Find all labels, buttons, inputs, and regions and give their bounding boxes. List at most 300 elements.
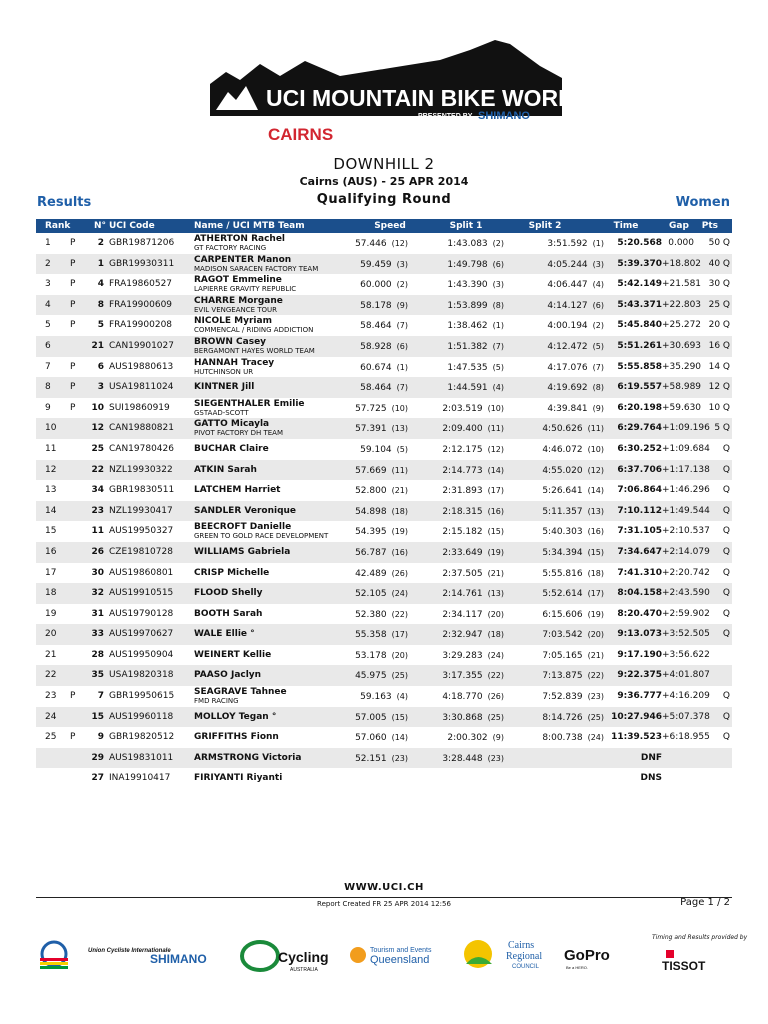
bib-cell: 33: [91, 629, 104, 640]
team-name: PIVOT FACTORY DH TEAM: [194, 429, 284, 438]
rank-cell: 16: [45, 546, 57, 557]
rider-name: SEAGRAVE Tahnee: [194, 687, 287, 698]
speed-cell-value: 52.105: [355, 589, 387, 600]
split2-cell-rank: (22): [587, 671, 604, 681]
split1-cell-value: 2:00.302: [447, 733, 488, 744]
uci-code-cell: SUI19860919: [109, 402, 170, 413]
bib-cell: 23: [91, 505, 104, 516]
speed-cell-rank: (25): [391, 671, 408, 681]
speed-cell-rank: (26): [391, 568, 408, 578]
table-row: [36, 377, 732, 398]
split1-cell-value: 3:28.448: [442, 753, 483, 764]
team-name: BERGAMONT HAYES WORLD TEAM: [194, 346, 315, 355]
split2-cell-value: 4:50.626: [542, 424, 583, 435]
uci-text: Union Cycliste Internationale: [88, 948, 171, 954]
time-cell: 7:41.310: [617, 567, 662, 578]
split2-cell-value: 5:11.357: [542, 506, 583, 517]
logo-presented-by: PRESENTED BY: [418, 113, 473, 120]
split1-cell-rank: (4): [492, 383, 504, 393]
speed-cell-value: 42.489: [355, 568, 387, 579]
split2-cell-value: 7:03.542: [542, 630, 583, 641]
pts-cell: Q: [722, 691, 730, 702]
bib-cell: 12: [91, 423, 104, 434]
time-cell: 11:39.523: [611, 732, 662, 743]
split2-cell-value: 6:15.606: [542, 609, 583, 620]
split2-cell-rank: (4): [592, 280, 604, 290]
logo-cairns: CAIRNS: [268, 125, 334, 144]
table-row: [36, 398, 732, 419]
pts-cell: Q: [722, 485, 730, 496]
split1-cell: [408, 753, 504, 765]
split1-cell: [408, 238, 504, 250]
split2-cell: [504, 259, 604, 271]
speed-cell-value: 58.928: [360, 341, 392, 352]
split2-cell-rank: (23): [587, 692, 604, 702]
split1-cell: [408, 588, 504, 600]
pts-cell: 25 Q: [708, 299, 730, 310]
split1-cell: [408, 300, 504, 312]
bib-cell: 4: [97, 279, 104, 290]
split1-cell-rank: (18): [487, 630, 504, 640]
split1-cell: [408, 526, 504, 538]
split1-cell-rank: (23): [487, 753, 504, 763]
pts-cell: Q: [722, 443, 730, 454]
pts-cell: Q: [722, 505, 730, 516]
speed-cell: [342, 629, 408, 641]
rank-cell: 17: [45, 567, 57, 578]
logo-shimano: SHIMANO: [478, 110, 530, 122]
uci-code-cell: USA19811024: [109, 382, 174, 393]
speed-cell-rank: (24): [391, 589, 408, 599]
header-split1: Split 1: [449, 221, 483, 231]
speed-cell-value: 57.725: [355, 403, 387, 414]
speed-cell: [342, 732, 408, 744]
speed-cell-rank: (16): [391, 547, 408, 557]
uci-code-cell: AUS19960118: [109, 711, 174, 722]
split1-cell: [408, 773, 504, 785]
split1-cell: [408, 732, 504, 744]
speed-cell-rank: (7): [396, 383, 408, 393]
split2-cell-value: 4:14.127: [547, 300, 588, 311]
speed-cell-rank: (21): [391, 486, 408, 496]
gap-cell: +59.630: [662, 402, 702, 413]
rider-name: FLOOD Shelly: [194, 588, 263, 599]
uci-code-cell: CZE19810728: [109, 546, 173, 557]
split1-cell-value: 1:43.083: [447, 239, 488, 249]
split1-cell: [408, 506, 504, 518]
split1-cell: [408, 320, 504, 332]
uci-code-cell: GBR19820512: [109, 732, 175, 743]
speed-cell-rank: (10): [391, 403, 408, 413]
split2-cell: [504, 773, 604, 785]
split2-cell-rank: (3): [592, 259, 604, 269]
speed-cell: [342, 382, 408, 394]
gap-cell: +2:43.590: [662, 588, 710, 599]
rider-name: RAGOT Emmeline: [194, 275, 282, 286]
speed-cell-rank: (23): [391, 753, 408, 763]
table-row: [36, 768, 732, 789]
speed-cell-rank: (11): [391, 465, 408, 475]
rider-name: WILLIAMS Gabriela: [194, 546, 291, 557]
rider-name: KINTNER Jill: [194, 382, 255, 393]
bib-cell: 25: [91, 443, 104, 454]
uci-code-cell: AUS19970627: [109, 629, 174, 640]
uci-code-cell: FRA19900208: [109, 320, 173, 331]
pts-cell: Q: [722, 711, 730, 722]
cycling-australia-logo: [242, 942, 329, 973]
split2-cell-rank: (10): [587, 444, 604, 454]
pts-cell: Q: [722, 567, 730, 578]
rank-cell: 24: [45, 711, 57, 722]
table-row: [36, 357, 732, 378]
split1-cell-rank: (11): [487, 424, 504, 434]
rider-name: PAASO Jaclyn: [194, 670, 262, 681]
speed-cell: [342, 320, 408, 332]
uci-code-cell: NZL19930322: [109, 464, 173, 475]
speed-cell: [342, 609, 408, 621]
split1-cell-value: 3:30.868: [442, 712, 483, 723]
report-created: Report Created FR 25 APR 2014 12:56: [317, 900, 451, 908]
split2-cell: [504, 485, 604, 497]
split2-cell-rank: (14): [587, 486, 604, 496]
speed-cell-value: 60.000: [360, 280, 392, 291]
split1-cell-rank: (25): [487, 712, 504, 722]
rank-cell: 25: [45, 732, 57, 743]
bib-cell: 5: [97, 320, 104, 331]
gap-cell: +4:16.209: [662, 691, 710, 702]
team-name: COMMENCAL / RIDING ADDICTION: [194, 326, 314, 335]
split2-cell-rank: (15): [587, 547, 604, 557]
split2-cell: [504, 403, 604, 415]
time-cell: 7:31.105: [617, 526, 662, 537]
p-cell: P: [70, 402, 76, 413]
speed-cell: [342, 444, 408, 456]
time-cell: 5:55.858: [617, 361, 662, 372]
split2-cell-rank: (1): [592, 239, 604, 248]
gap-cell: +22.803: [662, 299, 702, 310]
pts-cell: 50 Q: [708, 238, 730, 248]
split1-cell: [408, 485, 504, 497]
speed-cell: [342, 691, 408, 703]
uci-url[interactable]: WWW.UCI.CH: [344, 882, 424, 893]
bib-cell: 3: [97, 382, 104, 393]
speed-cell-value: 58.464: [360, 383, 392, 394]
split1-cell-value: 2:34.117: [442, 609, 483, 620]
split2-cell-rank: (9): [592, 403, 604, 413]
bib-cell: 2: [97, 238, 104, 248]
split1-cell-rank: (6): [492, 259, 504, 269]
split2-cell: [504, 506, 604, 518]
results-label: Results: [37, 195, 92, 210]
speed-cell-rank: (5): [396, 444, 408, 454]
time-cell: 9:22.375: [617, 670, 662, 681]
speed-cell: [342, 259, 408, 271]
rank-cell: 15: [45, 526, 57, 537]
split2-cell-value: 7:52.839: [542, 692, 583, 703]
rank-cell: 9: [45, 402, 51, 413]
uci-code-cell: AUS19831011: [109, 752, 174, 763]
split1-cell-value: 2:15.182: [442, 527, 483, 538]
split2-cell-rank: (20): [587, 630, 604, 640]
split1-cell-value: 2:14.761: [442, 589, 483, 600]
time-cell: DNF: [640, 752, 662, 763]
split2-cell-value: 7:05.165: [542, 650, 583, 661]
bib-cell: 9: [97, 732, 104, 743]
time-cell: DNS: [640, 773, 662, 784]
uci-code-cell: GBR19930311: [109, 258, 175, 269]
gap-cell: +1:49.544: [662, 505, 710, 516]
split2-cell-rank: (5): [592, 341, 604, 351]
rider-name: ATHERTON Rachel: [194, 234, 286, 244]
rank-cell: 1: [45, 238, 51, 248]
table-row: [36, 707, 732, 728]
rider-name: CRISP Michelle: [194, 567, 270, 578]
time-cell: 9:17.190: [617, 649, 662, 660]
speed-cell: [342, 423, 408, 435]
header-gap: Gap: [669, 221, 689, 231]
split2-cell: [504, 732, 604, 744]
tissot-logo: [662, 950, 706, 973]
split2-cell: [504, 279, 604, 291]
shimano-logo: SHIMANO: [150, 952, 207, 966]
uci-code-cell: CAN19901027: [109, 340, 174, 351]
gap-cell: +1:46.296: [662, 485, 710, 496]
rider-name: CARPENTER Manon: [194, 254, 292, 265]
time-cell: 6:30.252: [617, 443, 662, 454]
cycling-text: Cycling: [278, 949, 329, 965]
speed-cell-rank: (6): [396, 341, 408, 351]
split2-cell-value: 4:06.447: [547, 280, 588, 291]
time-cell: 6:20.198: [617, 402, 662, 413]
pts-cell: 40 Q: [708, 258, 730, 269]
p-cell: P: [70, 361, 76, 372]
speed-cell-value: 60.674: [360, 362, 392, 373]
split2-cell-value: 8:00.738: [542, 733, 583, 744]
rank-cell: 2: [45, 258, 51, 269]
table-row: [36, 665, 732, 686]
split2-cell-value: 4:05.244: [547, 259, 588, 270]
gap-cell: +2:59.902: [662, 608, 710, 619]
time-cell: 6:29.764: [617, 423, 662, 434]
split2-cell: [504, 341, 604, 353]
speed-cell-value: 52.380: [355, 609, 387, 620]
pts-cell: 10 Q: [708, 402, 730, 413]
event-round: Qualifying Round: [316, 192, 452, 207]
split1-cell: [408, 341, 504, 353]
speed-cell: [342, 650, 408, 662]
split1-cell-value: 2:31.893: [442, 486, 483, 497]
split1-cell: [408, 691, 504, 703]
split2-cell-value: 4:19.692: [547, 383, 588, 394]
pts-cell: Q: [722, 732, 730, 743]
split2-cell: [504, 300, 604, 312]
header-split2: Split 2: [528, 221, 562, 231]
rider-name: CHARRE Morgane: [194, 295, 283, 306]
time-cell: 7:34.647: [617, 546, 662, 557]
uci-code-cell: AUS19950904: [109, 649, 174, 660]
speed-cell: [342, 238, 408, 250]
p-cell: P: [70, 320, 76, 331]
split2-cell-value: 4:00.194: [547, 321, 588, 332]
rider-name: LATCHEM Harriet: [194, 485, 281, 496]
speed-cell: [342, 773, 408, 785]
split2-cell-rank: (21): [587, 650, 604, 660]
gap-cell: +3:52.505: [662, 629, 710, 640]
table-row: [36, 480, 732, 501]
p-cell: P: [70, 732, 76, 743]
rider-name: FIRIYANTI Riyanti: [194, 773, 283, 784]
split1-cell-rank: (14): [487, 465, 504, 475]
split1-cell: [408, 444, 504, 456]
split2-cell-value: 3:51.592: [547, 239, 588, 249]
cycling-sub-text: AUSTRALIA: [290, 967, 318, 973]
split2-cell: [504, 691, 604, 703]
rank-cell: 7: [45, 361, 51, 372]
split2-cell-rank: (25): [587, 712, 604, 722]
time-cell: 9:36.777: [617, 691, 662, 702]
speed-cell-value: 53.178: [355, 650, 387, 661]
pts-cell: 12 Q: [708, 382, 730, 393]
split2-cell: [504, 609, 604, 621]
split2-cell-value: 8:14.726: [542, 712, 583, 723]
split1-cell: [408, 547, 504, 559]
bib-cell: 15: [91, 711, 104, 722]
speed-cell-rank: (12): [391, 239, 408, 248]
split2-cell-rank: (13): [587, 506, 604, 516]
split1-cell-value: 2:32.947: [442, 630, 483, 641]
split1-cell: [408, 423, 504, 435]
bib-cell: 7: [97, 691, 104, 702]
split2-cell-rank: (7): [592, 362, 604, 372]
table-row: [36, 727, 732, 748]
split2-cell: [504, 526, 604, 538]
split1-cell-rank: (9): [492, 733, 504, 743]
speed-cell: [342, 403, 408, 415]
gap-cell: +25.272: [662, 320, 702, 331]
uci-code-cell: INA19910417: [109, 773, 171, 784]
time-cell: 5:39.370: [617, 258, 662, 269]
speed-cell: [342, 588, 408, 600]
speed-cell-rank: (17): [391, 630, 408, 640]
footer-divider: [36, 897, 732, 898]
split1-cell-rank: (8): [492, 300, 504, 310]
split1-cell-value: 1:53.899: [447, 300, 488, 311]
speed-cell-value: 59.104: [360, 444, 392, 455]
split1-cell-rank: (22): [487, 671, 504, 681]
bib-cell: 30: [91, 567, 104, 578]
speed-cell-rank: (1): [396, 362, 408, 372]
speed-cell: [342, 279, 408, 291]
split2-cell: [504, 650, 604, 662]
rider-name: WALE Ellie °: [194, 629, 255, 640]
rider-name: NICOLE Myriam: [194, 316, 272, 327]
split1-cell-value: 2:09.400: [442, 424, 483, 435]
pts-cell: Q: [722, 464, 730, 475]
split2-cell-rank: (24): [587, 733, 604, 743]
uci-code-cell: AUS19880613: [109, 361, 174, 372]
speed-cell-value: 56.787: [355, 547, 387, 558]
split1-cell-rank: (16): [487, 506, 504, 516]
split1-cell-value: 1:38.462: [447, 321, 488, 332]
split1-cell-value: 1:43.390: [447, 280, 488, 291]
bib-cell: 27: [91, 773, 104, 784]
split1-cell-value: 1:47.535: [447, 362, 488, 373]
split1-cell-rank: (15): [487, 527, 504, 537]
split1-cell-rank: (10): [487, 403, 504, 413]
rank-cell: 21: [45, 649, 57, 660]
split2-cell: [504, 670, 604, 682]
split2-cell-value: 5:34.394: [542, 547, 583, 558]
pts-cell: 16 Q: [708, 340, 730, 351]
split1-cell-value: 3:17.355: [442, 671, 483, 682]
speed-cell-rank: (14): [391, 733, 408, 743]
pts-cell: Q: [722, 629, 730, 640]
team-name: MADISON SARACEN FACTORY TEAM: [194, 264, 319, 273]
gap-cell: +4:01.807: [662, 670, 710, 681]
table-row: [36, 583, 732, 604]
rank-cell: 3: [45, 279, 51, 290]
rider-name: SIEGENTHALER Emilie: [194, 398, 305, 409]
bib-cell: 11: [91, 526, 104, 537]
tourism-line1: Tourism and Events: [370, 947, 432, 954]
split2-cell-rank: (2): [592, 321, 604, 331]
split1-cell-value: 1:51.382: [447, 341, 488, 352]
speed-cell: [342, 465, 408, 477]
time-cell: 9:13.073: [617, 629, 662, 640]
gopro-logo: [564, 947, 610, 970]
split2-cell-rank: (11): [587, 424, 604, 434]
rank-cell: 12: [45, 464, 57, 475]
cairns-line2: Regional: [506, 951, 543, 962]
split2-cell-value: 4:17.076: [547, 362, 588, 373]
split1-cell: [408, 403, 504, 415]
uci-code-cell: AUS19910515: [109, 588, 174, 599]
time-cell: 5:51.261: [617, 340, 662, 351]
gopro-text: GoPro: [564, 947, 610, 964]
speed-cell-rank: (20): [391, 650, 408, 660]
time-cell: 6:37.706: [617, 464, 662, 475]
rider-name: HANNAH Tracey: [194, 357, 275, 368]
split2-cell-value: 4:39.841: [547, 403, 588, 414]
split1-cell: [408, 568, 504, 580]
gap-cell: +58.989: [662, 382, 702, 393]
split1-cell: [408, 465, 504, 477]
table-row: [36, 624, 732, 645]
header-bib: N°: [93, 221, 106, 231]
split1-cell: [408, 382, 504, 394]
gopro-sub-text: Be a HERO.: [566, 965, 589, 970]
time-cell: 7:10.112: [617, 505, 662, 516]
pts-cell: 30 Q: [708, 279, 730, 290]
rider-name: WEINERT Kellie: [194, 649, 272, 660]
speed-cell-rank: (4): [396, 692, 408, 702]
speed-cell-rank: (9): [396, 300, 408, 310]
gap-cell: +2:20.742: [662, 567, 710, 578]
speed-cell-rank: (19): [391, 527, 408, 537]
table-row: [36, 439, 732, 460]
split1-cell-value: 2:14.773: [442, 465, 483, 476]
table-row: [36, 563, 732, 584]
rider-name: MOLLOY Tegan °: [194, 711, 277, 722]
speed-cell-value: 58.464: [360, 321, 392, 332]
speed-cell-value: 55.358: [355, 630, 387, 641]
bib-cell: 29: [91, 752, 104, 763]
split1-cell: [408, 259, 504, 271]
page-number: Page 1 / 2: [680, 897, 730, 908]
split1-cell-rank: (7): [492, 341, 504, 351]
split1-cell-value: 1:44.591: [447, 383, 488, 394]
cairns-line1: Cairns: [508, 940, 535, 951]
